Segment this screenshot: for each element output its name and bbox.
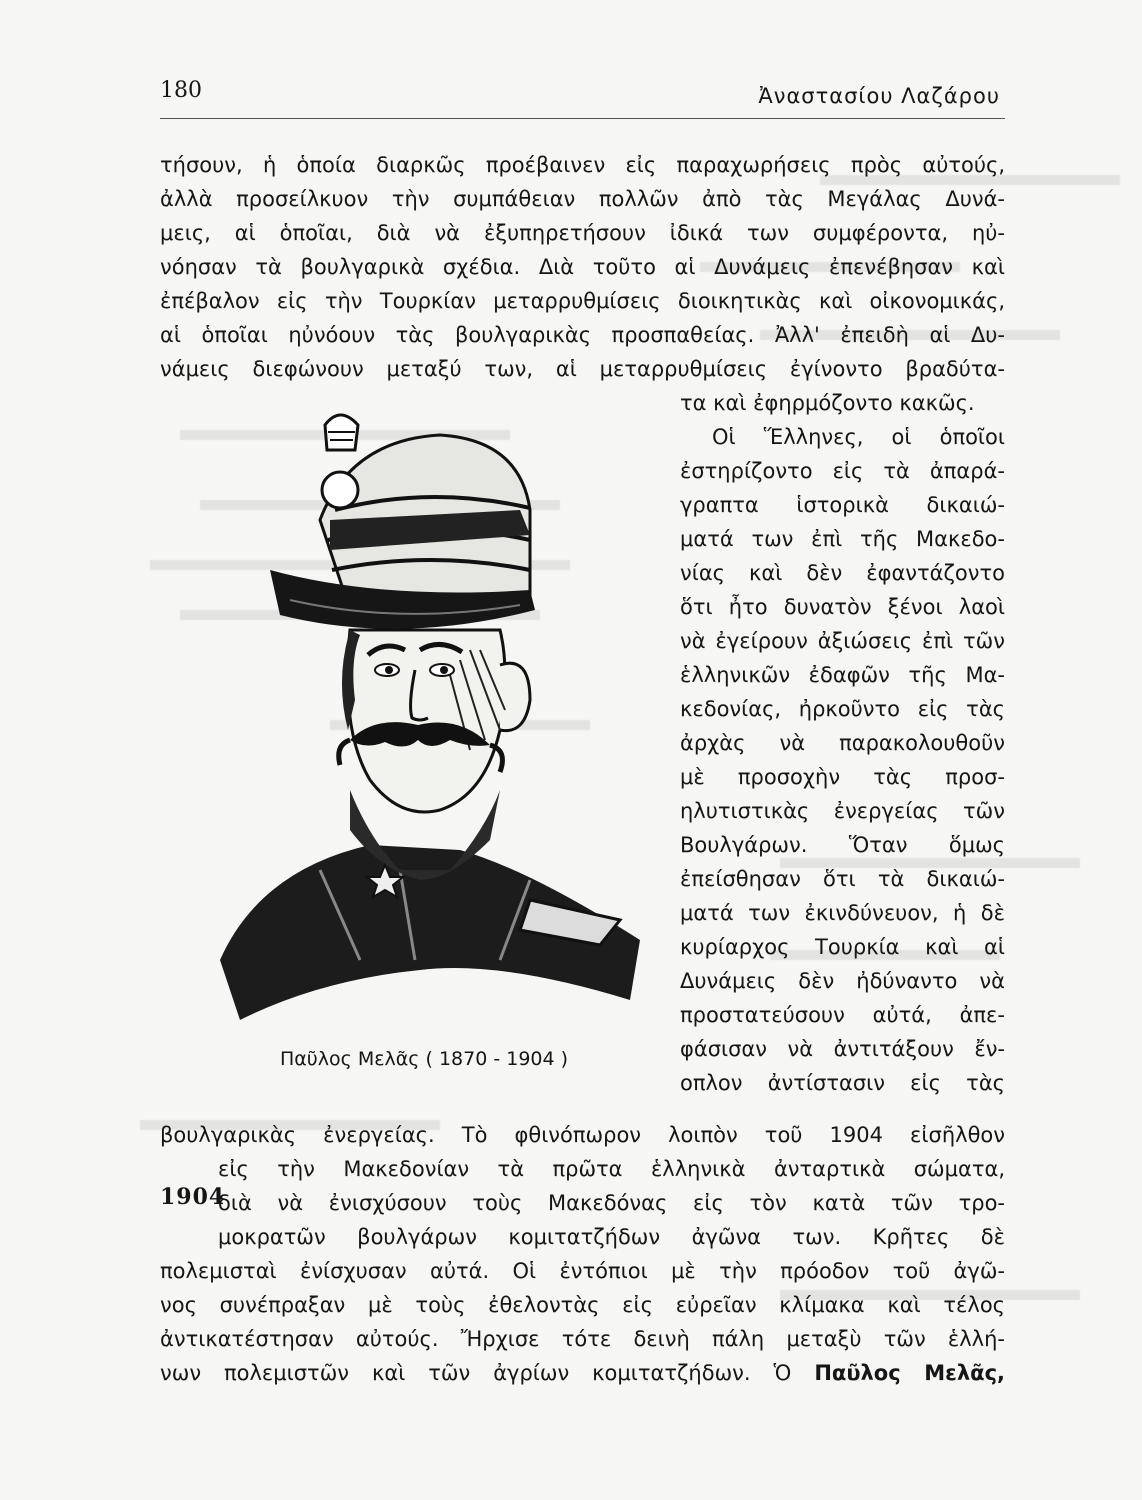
text-line: φάσισαν νὰ ἀντιτάξουν ἔν- bbox=[680, 1037, 1005, 1061]
text-line: τα καὶ ἐφηρμόζοντο κακῶς. bbox=[680, 391, 975, 415]
text-line: νίας καὶ δὲν ἐφαντάζοντο bbox=[680, 561, 1005, 585]
text-line: νὰ ἐγείρουν ἀξιώσεις ἐπὶ τῶν bbox=[680, 629, 1005, 653]
text-run: νων πολεμιστῶν καὶ τῶν ἀγρίων κομιτατζήδων. Ὁ bbox=[160, 1361, 815, 1385]
text-line: τήσουν, ἡ ὁποία διαρκῶς προέβαινεν εἰς παραχωρήσεις πρὸς αὐτούς, bbox=[160, 153, 1005, 177]
text-line: ἐπείσθησαν ὅτι τὰ δικαιώ- bbox=[680, 867, 1005, 891]
text-line: νος συνέπραξαν μὲ τοὺς ἐθελοντὰς εἰς εὐρεῖαν κλίμακα καὶ τέλος bbox=[160, 1293, 1005, 1317]
text-line: ἑλληνικῶν ἐδαφῶν τῆς Μα- bbox=[680, 663, 1005, 687]
text-line: ἐστηρίζοντο εἰς τὰ ἀπαρά- bbox=[680, 459, 1005, 483]
text-line: οπλον ἀντίστασιν εἰς τὰς bbox=[680, 1071, 1005, 1095]
text-line: ἀλλὰ προσείλκυον τὴν συμπάθειαν πολλῶν ἀπὸ τὰς Μεγάλας Δυνά- bbox=[160, 187, 1005, 211]
portrait-illustration bbox=[200, 400, 640, 1030]
text-line: κεδονίας, ἠρκοῦντο εἰς τὰς bbox=[680, 697, 1005, 721]
header-rule bbox=[160, 118, 1005, 119]
text-line: γραπτα ἱστορικὰ δικαιώ- bbox=[680, 493, 1005, 517]
text-line: ἀρχὰς νὰ παρακολουθοῦν bbox=[680, 731, 1005, 755]
bold-name: Παῦλος Μελᾶς, bbox=[814, 1361, 1005, 1385]
text-line: ηλυτιστικὰς ἐνεργείας τῶν bbox=[680, 799, 1005, 823]
figure-caption: Παῦλος Μελᾶς ( 1870 - 1904 ) bbox=[280, 1048, 569, 1070]
text-line: νάμεις διεφώνουν μεταξύ των, αἱ μεταρρυθμίσεις ἐγίνοντο βραδύτα- bbox=[160, 357, 1005, 381]
running-head: Ἀναστασίου Λαζάρου bbox=[758, 84, 1000, 108]
text-line: προστατεύσουν αὐτά, ἀπε- bbox=[680, 1003, 1005, 1027]
text-line: ματά των ἐκινδύνευον, ἡ δὲ bbox=[680, 901, 1005, 925]
marginal-year: 1904 bbox=[160, 1184, 226, 1210]
page-header bbox=[160, 78, 1000, 118]
text-line: βουλγαρικὰς ἐνεργείας. Τὸ φθινόπωρον λοιπὸν τοῦ 1904 εἰσῆλθον bbox=[160, 1123, 1005, 1147]
text-line: ὅτι ἦτο δυνατὸν ξένοι λαοὶ bbox=[680, 595, 1005, 619]
text-line: Δυνάμεις δὲν ἠδύναντο νὰ bbox=[680, 969, 1005, 993]
text-line: μὲ προσοχὴν τὰς προσ- bbox=[680, 765, 1005, 789]
text-line: διὰ νὰ ἐνισχύσουν τοὺς Μακεδόνας εἰς τὸν κατὰ τῶν τρο- bbox=[218, 1191, 1005, 1215]
text-line: ματά των ἐπὶ τῆς Μακεδο- bbox=[680, 527, 1005, 551]
text-line: ἐπέβαλον εἰς τὴν Τουρκίαν μεταρρυθμίσεις διοικητικὰς καὶ οἰκονομικάς, bbox=[160, 289, 1005, 313]
text-line: ἀντικατέστησαν αὐτούς. Ἤρχισε τότε δεινὴ πάλη μεταξὺ τῶν ἑλλή- bbox=[160, 1327, 1005, 1351]
page-number: 180 bbox=[160, 78, 202, 103]
text-line: νόησαν τὰ βουλγαρικὰ σχέδια. Διὰ τοῦτο αἱ Δυνάμεις ἐπενέβησαν καὶ bbox=[160, 255, 1005, 279]
text-line: μοκρατῶν βουλγάρων κομιτατζήδων ἀγῶνα των. Κρῆτες δὲ bbox=[218, 1225, 1005, 1249]
text-line: πολεμισταὶ ἐνίσχυσαν αὐτά. Οἱ ἐντόπιοι μὲ τὴν πρόοδον τοῦ ἀγῶ- bbox=[160, 1259, 1005, 1283]
text-line: Οἱ Ἕλληνες, οἱ ὁποῖοι bbox=[712, 425, 1005, 449]
text-line: αἱ ὁποῖαι ηὐνόουν τὰς βουλγαρικὰς προσπαθείας. Ἀλλ' ἐπειδὴ αἱ Δυ- bbox=[160, 323, 1005, 347]
text-line: μεις, αἱ ὁποῖαι, διὰ νὰ ἐξυπηρετήσουν ἰδικά των συμφέροντα, ηὐ- bbox=[160, 221, 1005, 245]
text-line: εἰς τὴν Μακεδονίαν τὰ πρῶτα ἑλληνικὰ ἀνταρτικὰ σώματα, bbox=[218, 1157, 1005, 1181]
text-line-last bbox=[160, 1358, 1005, 1388]
text-line: Βουλγάρων. Ὅταν ὅμως bbox=[680, 833, 1005, 857]
text-line: κυρίαρχος Τουρκία καὶ αἱ bbox=[680, 935, 1005, 959]
